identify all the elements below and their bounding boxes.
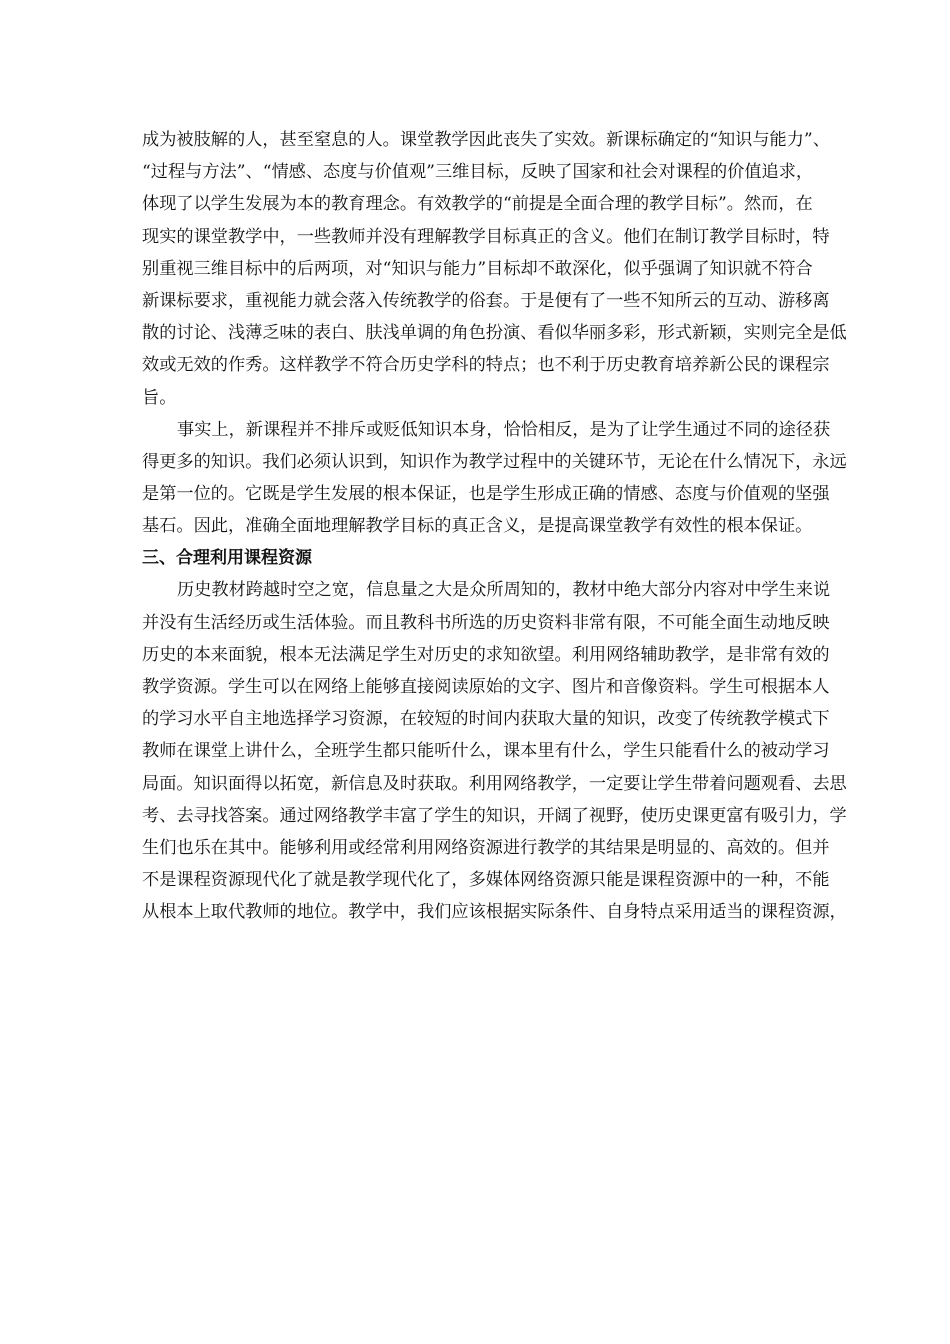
paragraph-knowledge [142,414,847,543]
text-line: 历史的本来面貌，根本无法满足学生对历史的求知欲望。利用网络辅助教学，是非常有效的 [142,644,830,665]
text-line: 不是课程资源现代化了就是教学现代化了，多媒体网络资源只能是课程资源中的一种，不能 [142,870,830,891]
text-line: 旨。 [142,387,177,408]
text-line: 效或无效的作秀。这样教学不符合历史学科的特点；也不利于历史教育培养新公民的课程宗 [142,355,830,376]
text-line: 新课标要求，重视能力就会落入传统教学的俗套。于是便有了一些不知所云的互动、游移离 [142,290,830,311]
text-line: 的学习水平自主地选择学习资源，在较短的时间内获取大量的知识，改变了传统教学模式下 [142,709,830,730]
text-line: 成为被肢解的人，甚至窒息的人。课堂教学因此丧失了实效。新课标确定的“知识与能力”、 [142,130,830,150]
document-body [142,124,847,929]
text-line: “过程与方法”、“情感、态度与价值观”三维目标，反映了国家和社会对课程的价值追求， [142,162,814,183]
text-line: 现实的课堂教学中，一些教师并没有理解教学目标真正的含义。他们在制订教学目标时，特 [142,226,830,247]
text-line: 是第一位的。它既是学生发展的根本保证，也是学生形成正确的情感、态度与价值观的坚强 [142,484,830,505]
text-line: 考、去寻找答案。通过网络教学丰富了学生的知识，开阔了视野，使历史课更富有吸引力，学 [142,805,847,826]
text-line: 生们也乐在其中。能够利用或经常利用网络资源进行教学的其结果是明显的、高效的。但并 [142,837,830,858]
text-line: 基石。因此，准确全面地理解教学目标的真正含义，是提高课堂教学有效性的根本保证。 [142,516,813,537]
text-line: 历史教材跨越时空之宽，信息量之大是众所周知的，教材中绝大部分内容对中学生来说 [177,580,831,601]
text-line: 局面。知识面得以拓宽，新信息及时获取。利用网络教学，一定要让学生带着问题观看、去思 [142,773,847,794]
text-line: 得更多的知识。我们必须认识到，知识作为教学过程中的关键环节，无论在什么情况下，永远 [142,451,847,472]
text-line: 别重视三维目标中的后两项，对“知识与能力”目标却不敢深化，似乎强调了知识就不符合 [142,258,813,279]
text-line: 教学资源。学生可以在网络上能够直接阅读原始的文字、图片和音像资料。学生可根据本人 [142,677,830,697]
paragraph-resources [142,574,847,928]
text-line: 事实上，新课程并不排斥或贬低知识本身，恰恰相反，是为了让学生通过不同的途径获 [177,419,831,440]
text-line: 从根本上取代教师的地位。教学中，我们应该根据实际条件、自身特点采用适当的课程资源， [142,902,847,923]
text-line: 教师在课堂上讲什么，全班学生都只能听什么，课本里有什么，学生只能看什么的被动学习 [142,741,830,762]
text-line: 体现了以学生发展为本的教育理念。有效教学的“前提是全面合理的教学目标”。然而，在 [142,194,813,215]
section-heading: 三、合理利用课程资源 [142,548,312,569]
text-line: 并没有生活经历或生活体验。而且教科书所选的历史资料非常有限，不可能全面生动地反映 [142,612,830,633]
text-line: 散的讨论、浅薄乏味的表白、肤浅单调的角色扮演、看似华丽多彩，形式新颖，实则完全是低 [142,323,847,344]
paragraph-continuation [142,124,847,414]
